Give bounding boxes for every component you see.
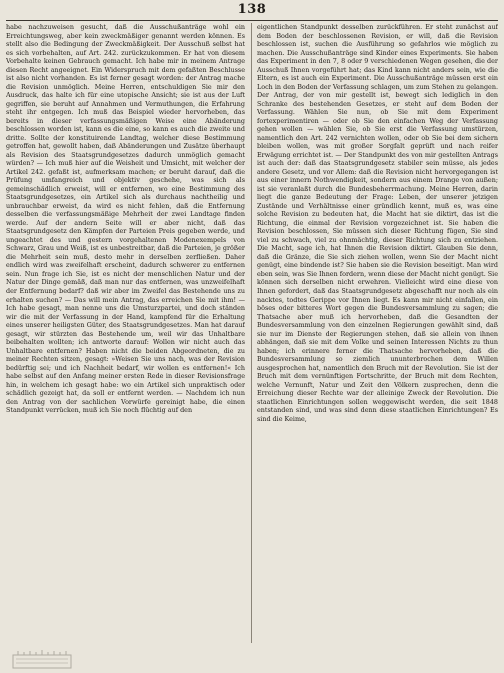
page-number: 138 [237,2,267,17]
right-column-text: eigentlichen Standpunkt desselben zurückführen. Er steht zunächst auf dem Boden der beschlossenen Revision, er will, daß die Revision beschlossen ist, suchen die Ausführung so gefahrlos wie möglich zu machen. Die Ausschußanträge sind Kinder eines Experiments. Sie haben das Experiment in den 7, 8 oder 9 verschiedenen Wegen gesehen, die der Ausschuß Ihnen vorgeführt hat; das Kind kann nicht anders sein, wie die Eltern, es ist auch ein Experiment. Die Ausschußanträge müssen erst ein Loch in den Boden der Verfassung schlagen, um zum Stehen zu gelangen. Der Antrag, der von mir gestellt ist, bewegt sich lediglich in den Schranke des bestehenden Gesetzes, er steht auf dem Boden der Verfassung. Wählen Sie nun, ob Sie mit dem Experiment fortexperimentiren — oder ob Sie den einfachen Weg der Verfassung gehen wollen — wählen Sie, ob Sie erst die Verfassung umstürzen, namentlich den Art. 242 vernichten wollen, oder ob Sie bei dem sichern bleiben wollen, was mit großer Sorgfalt geprüft und nach reifer Erwägung errichtet ist. — Der Standpunkt des von mir gestellten Antrags ist auch der: daß das Staatsgrundgesetz stabiler sein müsse, als jedes andere Gesetz, und vor Allem: daß die Revision nicht hervorgegangen ist aus einer innern Nothwendigkeit, sondern aus einem Drange von außen; ist sie veranlaßt durch die Bundesbeherrmachung. Meine Herren, darin liegt die ganze Bedeutung der Frage: Leben, der unserer jetzigen Zustände und Verhältnisse einer gründlich kennt, muß es, was eine solche Revision zu bedeuten hat, die Macht hat sie diktirt, das ist die Richtung, die einmal der Revision vorgezeichnet ist. Sie haben die Revision beschlossen, Sie müssen sich dieser Richtung fügen, Sie sind viel zu schwach, viel zu ohnmächtig, dieser Richtung sich zu entziehen. Die Macht, sage ich, hat Ihnen die Revision diktirt. Glauben Sie denn, daß die Gränze, die Sie sich ziehen wollen, wenn Sie der Macht nicht genügt, eine bindende ist? Sie haben sie die Revision beseitigt. Man wird eben sein, was Sie Ihnen fordern, wenn diese der Macht nicht genügt. Sie können sich derselben nicht erwehren. Vielleicht wird eine diese von Ihnen gefordert, daß das Staatsgrundgesetz abgeschafft nur noch als ein nacktes, todtes Gerippe vor Ihnen liegt. Es kann mir nicht einfallen, ein böses oder bitteres Wort gegen die Bundesversammlung zu sagen; die Thatsache aber muß ich hervorheben, daß die Gesandten der Bundesversammlung von den einzelnen Regierungen gewählt sind, daß sie nur im Dienste der Regierungen stehen, daß sie allein von ihnen abhängen, daß sie mit dem Volke und seinen Interessen Nichts zu thun haben; ich erinnere ferner die Thatsache hervorheben, daß die Bundesversammlung so ziemlich ununterbrochen dem Willen ausgesprochen hat, namentlich den Bruch mit der Revolution. Sie ist der Bruch mit dem vernünftigen Fortschritte, der Bruch mit dem Rechten, welche Vernunft, Natur und Zeit den Völkern zusprechen, denn die Erreichung dieser Rechte war der alleinige Zweck der Revolution. Die staatlichen Einrichtungen sollen weggewischt werden, die seit 1848 entstanden sind, und was sind denn diese staatlichen Einrichtungen? Es sind die Keime, [257,23,498,423]
column-divider [251,23,252,643]
header-rule [6,20,498,21]
library-stamp-icon [12,649,72,669]
left-column-text: habe nachzuweisen gesucht, daß die Ausschußanträge wohl ein Erreichtungsweg, aber kein zweckmäßiger genannt werden können. Es stellt also die Bedingung der Zweckmäßigkeit. Der Ausschuß selbst hat es sich vorbehalten, auf Art. 242. zurückzukommen. Er hat von diesem Vorbehalte keinen Gebrauch gemacht. Ich habe mir in meinem Antrage diesen Recht angeeignet. Ein Widerspruch mit dem gefaßten Beschlusse ist also nicht vorhanden. Es ist ferner gesagt worden: der Antrag mache die Revision unmöglich. Meine Herren, entschuldigen Sie mir den Ausdruck, das halte ich für eine utopische Ansicht; sie ist aus der Luft gegriffen, sie beruht auf Annahmen und Vermuthungen, die Erfahrung steht ihr entgegen. Ich muß das Beispiel wieder hervorheben, das bereits in dieser verfassungsmäßigen Weise eine Abänderung beschlossen worden ist, kann es die eine, so kann es auch die zweite und dritte. Sollte der konstituirende Landtag, welcher diese Bestimmung getroffen hat, gewollt haben, daß Abänderungen und Zusätze überhaupt als Revision des Staatsgrundgesetzes dadurch unmöglich gemacht würden? — Ich muß hier auf die Weisheit und Umsicht, mit welcher der Artikel 242. gefaßt ist, aufmerksam machen; er beruht darauf, daß die Prüfung umfangreich und objektiv geschehe, was sich als gemeinschädlich erweist, will er entfernen, wo eine Bestimmung des Staatsgrundgesetzes, ein Artikel sich als durchaus nachtheilig und unbrauchbar erweist, da wird es nicht fehlen, daß die Entfernung desselben die verfassungsmäßige Mehrheit der zwei Landtage finden werde. Auf der andern Seite will er aber nicht, daß das Staatsgrundgesetz den Kämpfen der Parteien Preis gegeben werde, und ungeachtet des und gestern vorgehaltenen Modenexempels von Schwarz, Grau und Weiß, ist es unbestreitbar, daß die Parteien, je größer die Mehrheit sein muß, desto mehr in derselben zerfließen. Daher endlich wird was zweifelhaft erscheint, dadurch schwerer zu entfernen sein. Nun frage ich Sie, ist es nicht der menschlichen Natur und der Natur der Dinge gemäß, daß man nur das entfernen, was unzweifelhaft der Entfernung bedarf? daß wir aber im Zweifel das Bestehende uns zu erhalten suchen? — Das will mein Antrag, das erreichen Sie mit ihm! — Ich habe gesagt, man nenne uns die Umsturzpartei, und doch ständen wir die mit der Verfassung in der Hand, kampfend für die Erhaltung eines unserer heiligsten Güter, des Staatsgrundgesetzes. Man hat darauf gesagt, wir stürzten das Bestehende um, weil wir das Unhaltbare beibehalten wollten; ich antworte darauf: Wollen wir nicht auch das Unhaltbare entfernen? Haben nicht die beiden Abgeordneten, die zu meiner Rechten sitzen, gesagt: »Weisen Sie uns nach, was der Revision bedürftig sei; und ich Nachheit bedarf, wir wollen es entfernen!« Ich habe selbst auf den Anfang meiner ersten Rede in dieser Revisionsfrage hin, in welchem ich gesagt habe: wo ein Artikel sich unpraktisch oder schädlich gezeigt hat, da soll er entfernt werden. — Nachdem ich nun den Antrag von der sachlichen Vorwürfe gereinigt habe, die einen Standpunkt verrücken, muß ich Sie noch flüchtig auf den [6,23,245,415]
